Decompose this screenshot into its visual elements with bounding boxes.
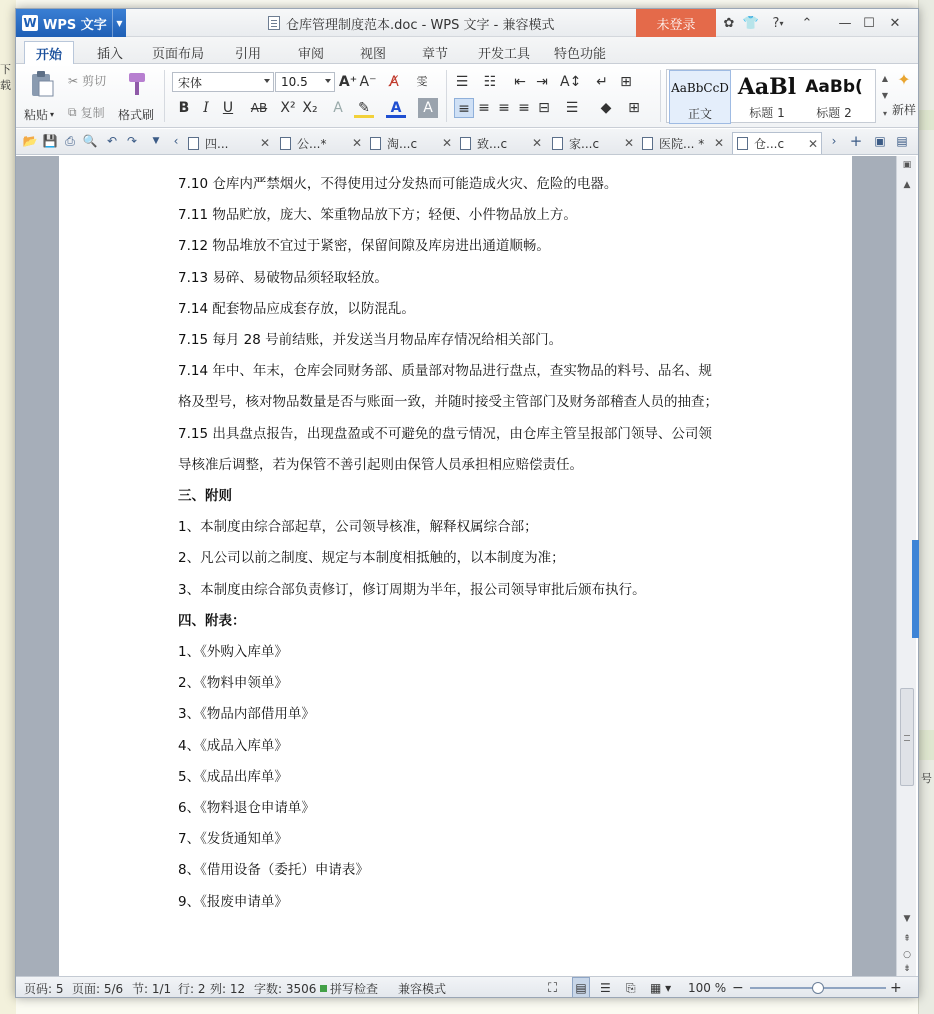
superscript-icon[interactable]: X² bbox=[280, 100, 296, 116]
paste-icon[interactable] bbox=[24, 68, 60, 100]
zoom-slider-knob[interactable] bbox=[812, 982, 824, 994]
doc-tab-label: 医院... * bbox=[659, 136, 705, 151]
doc-tab[interactable] bbox=[370, 132, 452, 154]
increase-indent-icon[interactable]: ⇥ bbox=[536, 74, 548, 90]
style-name: 标题 2 bbox=[816, 106, 852, 120]
style-heading-1[interactable] bbox=[735, 70, 799, 124]
phonetic-guide-icon[interactable]: 雯 bbox=[416, 75, 428, 88]
doc-line: 导核准后调整，若为保管不善引起则由保管人员承担相应赔偿责任。 bbox=[178, 457, 583, 473]
background-right-text: 号 bbox=[921, 772, 932, 785]
show-marks-icon[interactable]: ↵ bbox=[596, 74, 608, 90]
doc-line: 2、《物料申领单》 bbox=[178, 675, 288, 691]
doc-line: 8、《借用设备（委托）申请表》 bbox=[178, 862, 369, 878]
table-icon[interactable]: ⊞ bbox=[620, 74, 632, 90]
doc-line: 3、《物品内部借用单》 bbox=[178, 706, 315, 722]
ribbon-home bbox=[16, 64, 918, 128]
status-row: 行: 2 bbox=[178, 981, 206, 996]
doc-tab-label: 仓...c bbox=[754, 137, 785, 151]
maximize-icon[interactable]: ☐ bbox=[863, 15, 875, 31]
doc-tab-label: 致...c bbox=[477, 136, 508, 151]
new-tab-icon[interactable]: + bbox=[849, 132, 863, 150]
redo-icon[interactable]: ↷ bbox=[126, 134, 138, 148]
doc-line: 7.10 仓库内严禁烟火，不得使用过分发热而可能造成火灾、危险的电器。 bbox=[178, 176, 618, 192]
subscript-icon[interactable]: X₂ bbox=[302, 100, 318, 116]
doc-line: 格及型号，核对物品数量是否与账面一致，并随时接受主管部门及财务部稽查人员的抽查； bbox=[178, 394, 718, 410]
distribute-icon[interactable]: ⊟ bbox=[538, 100, 550, 116]
separator bbox=[164, 70, 165, 122]
split-view-icon[interactable]: ▣ bbox=[902, 160, 912, 170]
document-icon bbox=[642, 137, 653, 150]
scroll-tabs-right-icon[interactable]: › bbox=[831, 134, 837, 148]
styles-scroll[interactable]: ▲ ▼ ▾ bbox=[881, 74, 889, 118]
font-name-select[interactable] bbox=[172, 72, 274, 92]
background-strip bbox=[919, 110, 934, 130]
document-icon bbox=[460, 137, 471, 150]
document-workspace bbox=[16, 156, 896, 976]
doc-line: 4、《成品入库单》 bbox=[178, 738, 288, 754]
doc-line: 7.15 出具盘点报告，出现盘盈或不可避免的盘亏情况，由仓库主管呈报部门领导、公司领 bbox=[178, 426, 712, 442]
copy-icon: ⧉ bbox=[68, 105, 77, 119]
doc-line: 7.13 易碎、易破物品须轻取轻放。 bbox=[178, 270, 388, 286]
close-icon[interactable]: ✕ bbox=[807, 136, 818, 151]
collapse-ribbon-icon[interactable]: ⌃ bbox=[801, 15, 813, 31]
font-color-icon[interactable]: A bbox=[386, 98, 406, 118]
copy-button[interactable] bbox=[68, 104, 105, 121]
align-left-icon[interactable]: ≡ bbox=[454, 98, 474, 118]
status-column: 列: 12 bbox=[210, 981, 246, 996]
wps-logo-icon: W bbox=[23, 16, 37, 30]
help-button[interactable]: ? ▾ bbox=[772, 15, 784, 31]
side-panel-toggle[interactable] bbox=[912, 540, 919, 638]
document-icon bbox=[552, 137, 563, 150]
italic-icon[interactable]: I bbox=[203, 100, 209, 116]
document-icon bbox=[188, 137, 199, 150]
help-icon: ? bbox=[772, 15, 780, 31]
document-tab-bar bbox=[16, 129, 918, 155]
doc-tab-label: 公...* bbox=[297, 136, 327, 151]
chevron-down-icon bbox=[325, 79, 331, 83]
scroll-tabs-left-icon[interactable]: ‹ bbox=[173, 134, 179, 148]
scrollbar-thumb[interactable] bbox=[900, 688, 914, 786]
background-window-right bbox=[918, 0, 934, 1014]
scissors-icon: ✂ bbox=[68, 73, 79, 88]
document-icon bbox=[268, 16, 280, 30]
full-screen-icon[interactable]: ⛶ bbox=[548, 980, 558, 996]
char-shading-icon[interactable]: A bbox=[418, 98, 438, 118]
document-title-text: 仓库管理制度范本.doc - WPS 文字 - 兼容模式 bbox=[286, 17, 555, 33]
underline-icon[interactable]: U bbox=[222, 100, 234, 116]
font-size-select[interactable] bbox=[275, 72, 335, 92]
style-name: 标题 1 bbox=[749, 106, 785, 120]
shirt-icon[interactable]: 👕 bbox=[742, 15, 760, 31]
format-painter-icon[interactable] bbox=[122, 68, 152, 100]
bullet-list-icon[interactable]: ☰ bbox=[455, 74, 469, 90]
cut-label: 剪切 bbox=[82, 74, 107, 88]
chevron-down-icon bbox=[264, 79, 270, 83]
close-icon[interactable]: ✕ bbox=[623, 136, 634, 150]
numbered-list-icon[interactable]: ☷ bbox=[483, 74, 497, 90]
new-style-button[interactable] bbox=[892, 70, 916, 118]
doc-line: 7.12 物品堆放不宜过于紧密，保留间隙及库房进出通道顺畅。 bbox=[178, 238, 550, 254]
doc-line: 7.15 每月 28 号前结账，并发送当月物品库存情况给相关部门。 bbox=[178, 332, 563, 348]
chevron-down-icon: ▼ bbox=[112, 9, 126, 37]
tab-review[interactable]: 审阅 bbox=[297, 47, 324, 62]
close-icon[interactable]: ✕ bbox=[441, 136, 452, 150]
style-sample: AaBb( bbox=[805, 77, 863, 97]
text-effect-icon[interactable]: A bbox=[333, 100, 343, 116]
doc-line: 1、《外购入库单》 bbox=[178, 644, 288, 660]
close-icon[interactable]: ✕ bbox=[259, 136, 270, 150]
tab-page-layout[interactable]: 页面布局 bbox=[151, 47, 204, 62]
document-title bbox=[268, 9, 554, 37]
new-style-label: 新样 bbox=[892, 103, 917, 117]
doc-line: 7.11 物品贮放，庞大、笨重物品放下方；轻便、小件物品放上方。 bbox=[178, 207, 577, 223]
wps-app-menu-button[interactable] bbox=[16, 9, 126, 37]
zoom-in-icon[interactable]: + bbox=[890, 980, 902, 996]
document-icon bbox=[737, 137, 748, 150]
browse-object-icon[interactable]: ○ bbox=[903, 950, 911, 960]
next-page-icon[interactable]: ⇟ bbox=[903, 964, 911, 974]
doc-tab[interactable] bbox=[280, 132, 362, 154]
style-sample: AaBbCcD bbox=[671, 81, 729, 95]
app-name: WPS 文字 bbox=[43, 17, 107, 33]
doc-line: 7.14 配套物品应成套存放，以防混乱。 bbox=[178, 301, 415, 317]
background-window-left bbox=[0, 0, 16, 1014]
status-section: 节: 1/1 bbox=[132, 981, 172, 996]
doc-tab-label: 淘...c bbox=[387, 136, 418, 151]
paste-label: 粘贴 bbox=[24, 108, 49, 122]
doc-tab[interactable] bbox=[552, 132, 634, 154]
format-painter-button[interactable]: 格式刷 bbox=[118, 108, 155, 122]
style-normal[interactable] bbox=[669, 70, 731, 124]
status-bar bbox=[16, 976, 918, 998]
doc-tab-label: 家...c bbox=[569, 136, 600, 151]
doc-line: 2、凡公司以前之制度、规定与本制度相抵触的，以本制度为准； bbox=[178, 550, 565, 566]
doc-tab-active[interactable] bbox=[732, 132, 822, 154]
doc-line: 7.14 年中、年末，仓库会同财务部、质量部对物品进行盘点，查实物品的料号、品名、规 bbox=[178, 363, 712, 379]
scroll-down-icon[interactable]: ▼ bbox=[903, 914, 911, 924]
login-button[interactable]: 未登录 bbox=[636, 9, 716, 37]
justify-icon[interactable]: ≡ bbox=[518, 100, 530, 116]
close-icon[interactable]: ✕ bbox=[351, 136, 362, 150]
close-icon[interactable]: ✕ bbox=[889, 15, 901, 31]
doc-line: 9、《报废申请单》 bbox=[178, 894, 288, 910]
scroll-up-icon[interactable]: ▲ bbox=[903, 180, 911, 190]
doc-tab[interactable] bbox=[460, 132, 542, 154]
title-bar bbox=[16, 9, 918, 37]
open-icon[interactable]: 📂 bbox=[22, 134, 38, 148]
doc-tab-label: 四... bbox=[205, 136, 229, 151]
tab-view[interactable]: 视图 bbox=[359, 47, 386, 62]
style-heading-2[interactable] bbox=[801, 70, 867, 124]
tab-developer[interactable]: 开发工具 bbox=[477, 47, 530, 62]
zoom-level[interactable]: 100 % bbox=[688, 981, 727, 995]
separator bbox=[660, 70, 661, 122]
outline-view-icon[interactable]: ☰ bbox=[600, 981, 611, 995]
doc-line: 6、《物料退仓申请单》 bbox=[178, 800, 315, 816]
tab-chapter[interactable]: 章节 bbox=[421, 47, 448, 62]
doc-line: 1、本制度由综合部起草，公司领导核准，解释权属综合部； bbox=[178, 519, 538, 535]
highlight-icon[interactable]: ✎ bbox=[354, 98, 374, 118]
web-view-icon[interactable]: ⎘ bbox=[626, 980, 636, 995]
shading-icon[interactable]: ◆ bbox=[600, 100, 612, 116]
document-page[interactable] bbox=[59, 156, 852, 976]
spell-check-status-icon bbox=[320, 985, 327, 992]
shrink-font-icon[interactable]: A⁻ bbox=[359, 74, 377, 90]
cut-button[interactable] bbox=[68, 72, 106, 89]
section-heading: 四、附表： bbox=[178, 613, 246, 629]
spell-check-button[interactable] bbox=[320, 977, 378, 998]
tab-menu-icon[interactable]: ▤ bbox=[896, 134, 908, 148]
line-spacing-icon[interactable]: ☰ bbox=[565, 100, 579, 116]
clear-format-icon[interactable]: A̸ bbox=[389, 74, 399, 90]
font-name-value: 宋体 bbox=[178, 75, 203, 90]
bold-icon[interactable]: B bbox=[178, 100, 190, 116]
separator bbox=[446, 70, 447, 122]
zoom-out-icon[interactable]: − bbox=[732, 980, 744, 996]
style-sample: AaBl bbox=[737, 74, 797, 100]
print-icon[interactable]: ⎙ bbox=[65, 134, 75, 148]
styles-gallery bbox=[666, 69, 876, 123]
doc-tab[interactable] bbox=[188, 132, 270, 154]
spell-check-label: 拼写检查 bbox=[330, 981, 379, 996]
page-view-icon[interactable]: ▤ bbox=[572, 977, 590, 998]
tab-insert[interactable]: 插入 bbox=[96, 47, 123, 62]
quick-access-menu-icon[interactable]: ▼ bbox=[152, 136, 160, 146]
close-icon[interactable]: ✕ bbox=[531, 136, 542, 150]
background-left-text: 下载 bbox=[0, 63, 11, 92]
doc-line: 3、本制度由综合部负责修订，修订周期为半年，报公司领导审批后颁布执行。 bbox=[178, 582, 646, 598]
tab-special-features[interactable]: 特色功能 bbox=[553, 47, 606, 62]
doc-tab[interactable] bbox=[642, 132, 724, 154]
tab-references[interactable]: 引用 bbox=[234, 47, 261, 62]
font-size-value: 10.5 bbox=[281, 75, 308, 89]
section-heading: 三、附则 bbox=[178, 488, 232, 504]
save-icon[interactable]: 💾 bbox=[42, 134, 58, 148]
align-right-icon[interactable]: ≡ bbox=[498, 100, 510, 116]
status-word-count[interactable]: 字数: 3506 bbox=[254, 981, 317, 996]
skin-icon[interactable]: ✿ bbox=[723, 15, 735, 31]
borders-icon[interactable]: ⊞ bbox=[628, 100, 640, 116]
minimize-icon[interactable]: — bbox=[838, 15, 852, 31]
decrease-indent-icon[interactable]: ⇤ bbox=[514, 74, 526, 90]
status-pages[interactable]: 页面: 5/6 bbox=[72, 981, 124, 996]
reading-view-icon[interactable]: ▦ ▾ bbox=[650, 981, 672, 995]
background-strip bbox=[919, 730, 934, 760]
style-name: 正文 bbox=[687, 107, 712, 121]
grip-icon bbox=[904, 735, 910, 741]
chinese-layout-icon[interactable]: A↕ bbox=[560, 74, 582, 90]
grow-font-icon[interactable]: A⁺ bbox=[338, 74, 358, 90]
undo-icon[interactable]: ↶ bbox=[106, 134, 118, 148]
close-icon[interactable]: ✕ bbox=[713, 136, 724, 150]
strikethrough-icon[interactable]: AB bbox=[250, 101, 268, 115]
status-page-number[interactable]: 页码: 5 bbox=[24, 981, 64, 996]
wps-window bbox=[15, 8, 919, 998]
tab-list-icon[interactable]: ▣ bbox=[874, 134, 886, 148]
paste-button[interactable]: 粘贴 ▾ bbox=[24, 108, 55, 122]
new-style-icon: ✦ bbox=[897, 70, 911, 89]
document-icon bbox=[280, 137, 291, 150]
print-preview-icon[interactable]: 🔍 bbox=[82, 134, 98, 148]
ribbon-tabs bbox=[16, 37, 918, 64]
document-icon bbox=[370, 137, 381, 150]
tab-home[interactable]: 开始 bbox=[24, 41, 74, 64]
copy-label: 复制 bbox=[80, 106, 105, 120]
doc-line: 5、《成品出库单》 bbox=[178, 769, 288, 785]
status-compat-mode: 兼容模式 bbox=[398, 981, 447, 996]
doc-line: 7、《发货通知单》 bbox=[178, 831, 288, 847]
previous-page-icon[interactable]: ⇞ bbox=[903, 934, 911, 944]
align-center-icon[interactable]: ≡ bbox=[478, 100, 490, 116]
